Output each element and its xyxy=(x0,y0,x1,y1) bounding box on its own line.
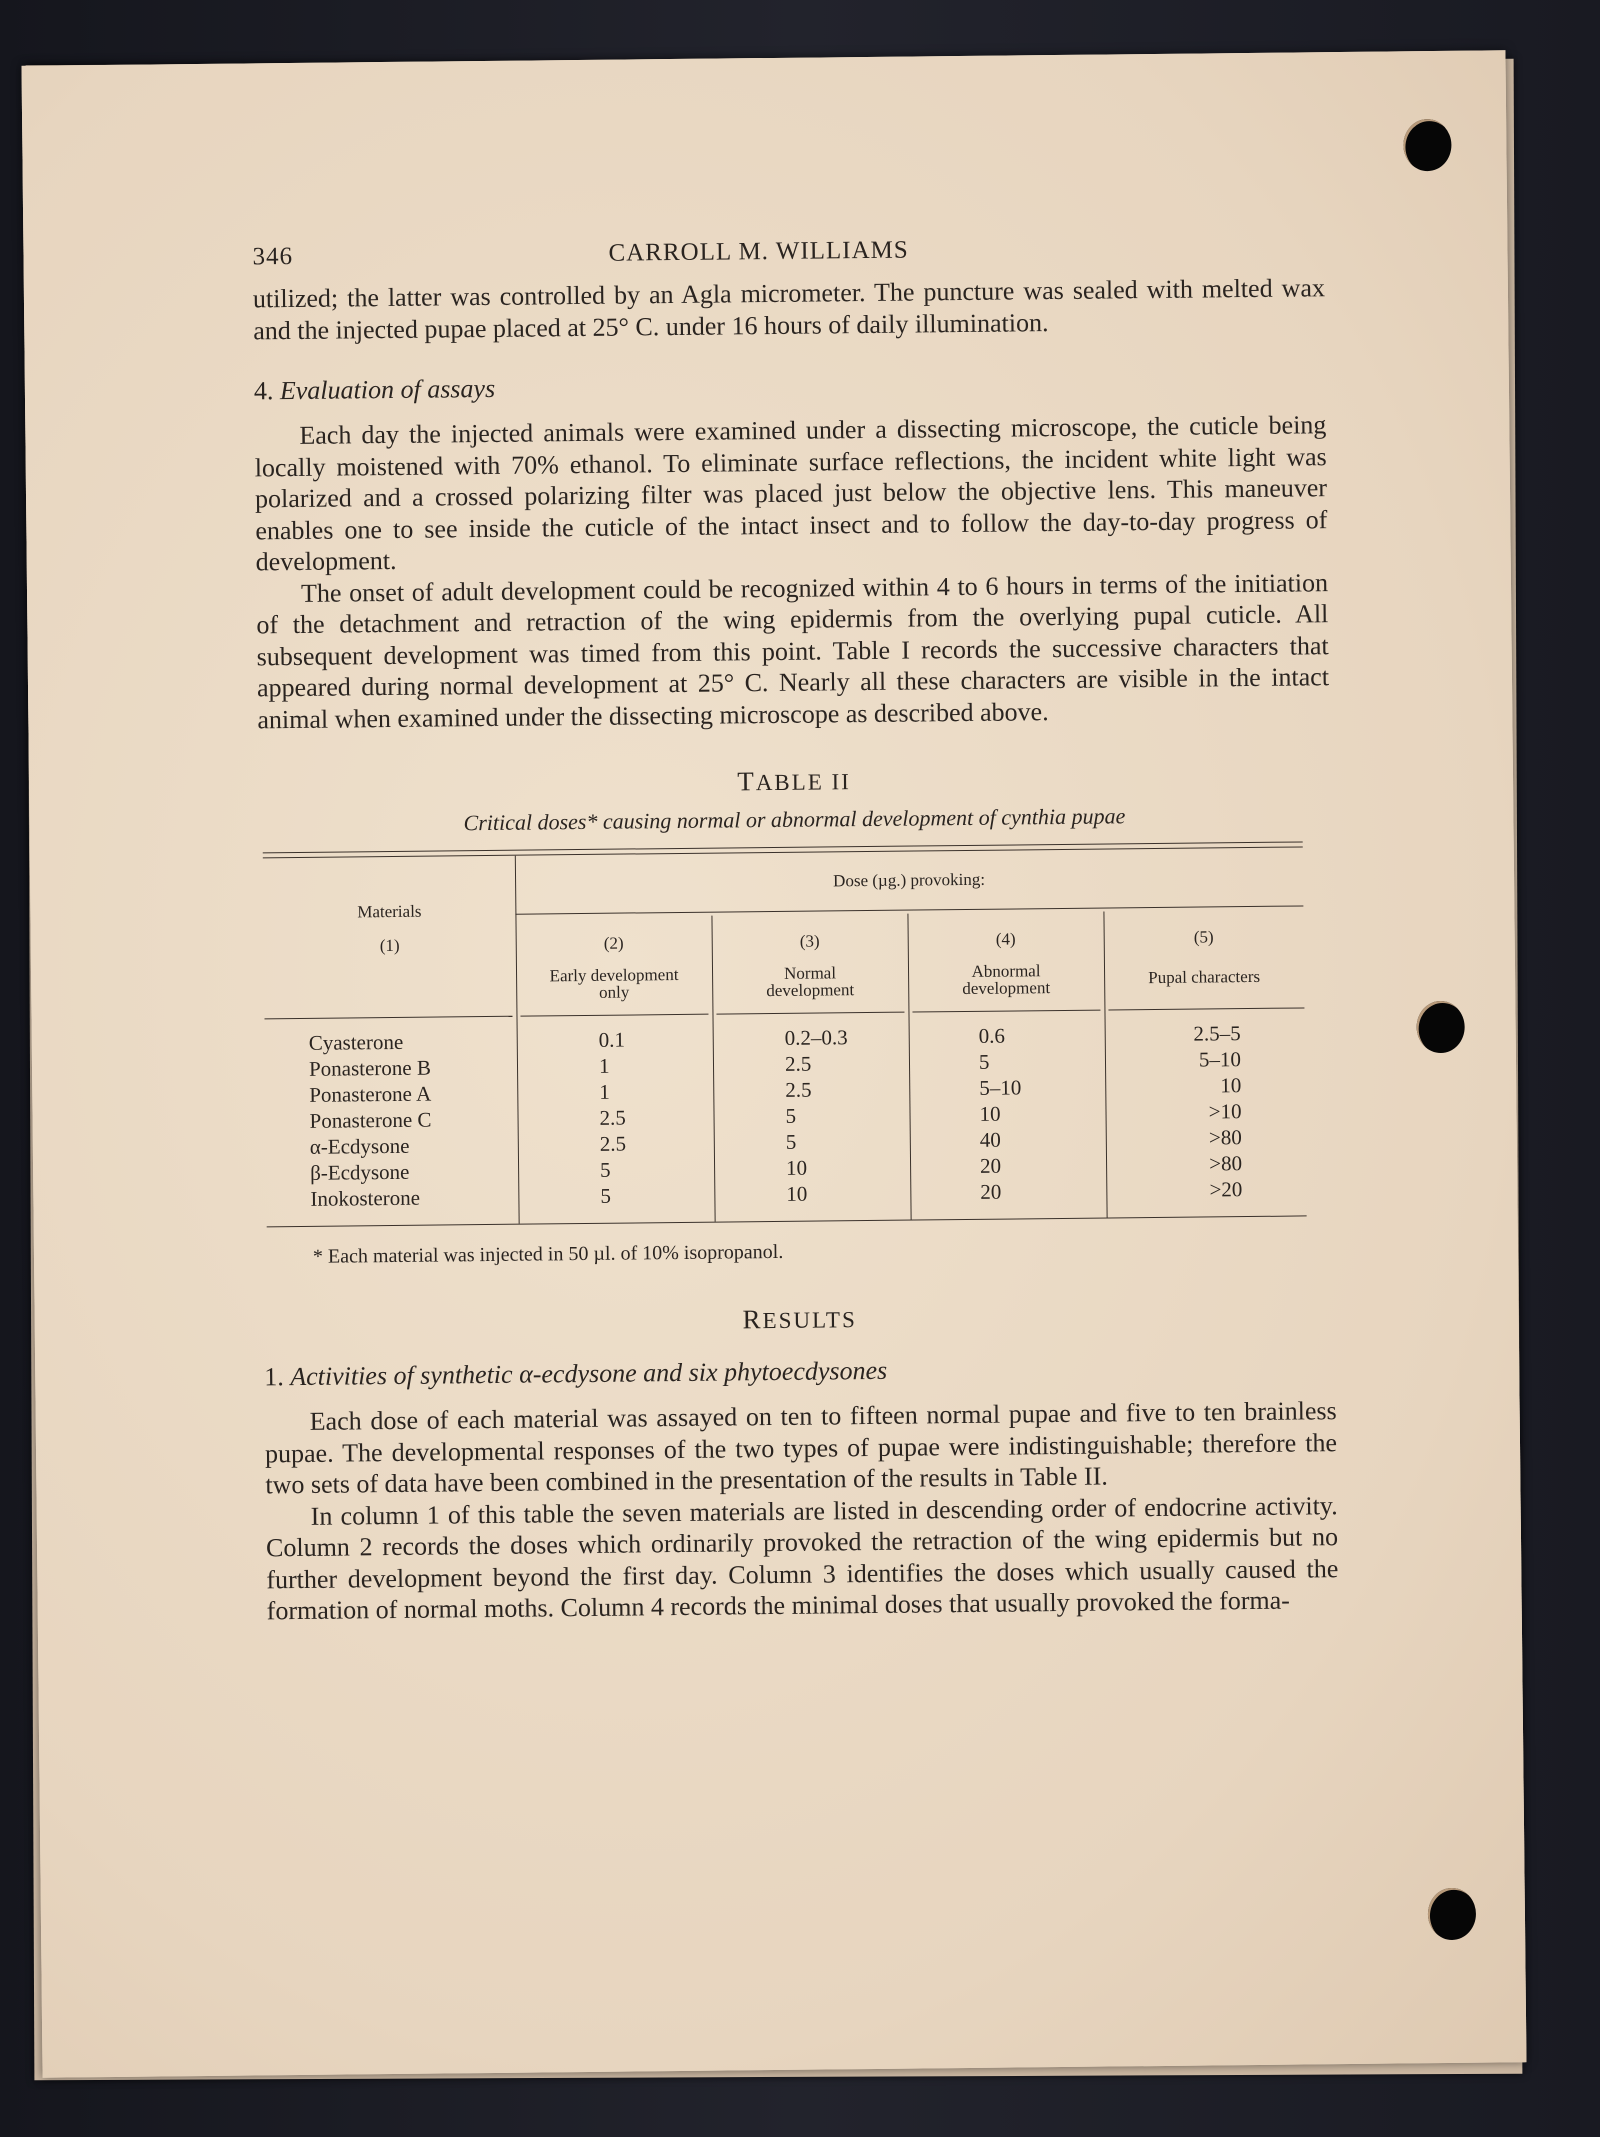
table-cell: >80 xyxy=(1209,1151,1243,1176)
col-header-early: Early development xyxy=(549,964,679,986)
header-bottom-rule xyxy=(912,1010,1100,1013)
table-cell: >20 xyxy=(1209,1177,1243,1202)
table-cell: 10 xyxy=(1220,1073,1242,1098)
results-paragraph-1: Each dose of each material was assayed on ten to fifteen normal pupae and five to ten brainless pupae. The developmental responses of the two types of pupae were indistinguishable; therefore the two sets of data have been combined in the presentation of the results in Table II. xyxy=(264,1396,1338,1500)
table-bottom-rule xyxy=(267,1215,1307,1227)
table-label-rest: ABLE II xyxy=(755,769,851,796)
table-cell: 2.5 xyxy=(599,1131,627,1156)
table-cell: 1 xyxy=(599,1079,610,1104)
col-divider xyxy=(515,856,520,1224)
table-cell: 40 xyxy=(979,1127,1001,1152)
page-number: 346 xyxy=(252,242,294,271)
col-header-abnormal: Abnormal xyxy=(971,961,1041,981)
table-cell: Ponasterone A xyxy=(309,1081,432,1107)
table-cell: 2.5 xyxy=(785,1077,812,1102)
header-bottom-rule xyxy=(520,1014,708,1017)
col-divider xyxy=(907,914,911,1220)
table-cell: 5 xyxy=(978,1049,990,1074)
data-table xyxy=(263,841,1307,1228)
intro-paragraph: utilized; the latter was controlled by an Agla micrometer. The puncture was sealed with melted wax and the injected pupae placed at 25° C. under 16 hours of daily illumination. xyxy=(252,273,1326,345)
page-content xyxy=(252,232,1338,1627)
results-heading-rest: ESULTS xyxy=(762,1307,857,1334)
results-heading xyxy=(264,1298,1336,1340)
table-cell: >80 xyxy=(1208,1125,1242,1150)
results-paragraph-2: In column 1 of this table the seven materials are listed in descending order of endocrine activity. Column 2 records the doses which ordinarily provoked the retraction of the wing epidermis but no further development beyond the first day. Column 3 identifies the doses which usually caused the formation of normal moths. Column 4 records the minimal doses that usually provoked the forma- xyxy=(265,1490,1339,1626)
group-header: Dose (µg.) provoking: xyxy=(833,869,986,891)
table-cell: Ponasterone C xyxy=(309,1107,432,1133)
col-header-normal-2: development xyxy=(766,980,855,1001)
table-cell: 2.5 xyxy=(784,1051,812,1076)
table-cell: 10 xyxy=(979,1101,1001,1126)
table-cell: 20 xyxy=(979,1153,1002,1178)
table-cell: 5 xyxy=(785,1129,797,1154)
section-title: Evaluation of assays xyxy=(279,373,496,406)
table-cell: α-Ecdysone xyxy=(309,1133,410,1159)
results-subheading xyxy=(264,1351,1336,1392)
table-cell: Inokosterone xyxy=(310,1185,421,1211)
table-label xyxy=(258,760,1330,802)
section-heading xyxy=(254,365,1326,406)
col-number: (3) xyxy=(799,931,820,951)
abnormal-column xyxy=(979,1022,1023,1204)
table-cell: 5 xyxy=(600,1183,611,1208)
table-cell: β-Ecdysone xyxy=(309,1159,410,1185)
table-cell: 0.2–0.3 xyxy=(784,1025,848,1050)
col-header-abnormal-2: development xyxy=(962,978,1051,999)
col-header-normal: Normal xyxy=(783,963,837,983)
table-top-rule-2 xyxy=(263,846,1303,858)
paper-page xyxy=(22,50,1527,2077)
table-cell: 0.1 xyxy=(598,1027,626,1052)
normal-column xyxy=(785,1024,850,1207)
col-divider xyxy=(711,916,715,1222)
col-number: (4) xyxy=(995,929,1016,949)
table-cell: 0.6 xyxy=(978,1023,1006,1048)
col-header-early-2: only xyxy=(599,982,630,1002)
col-header-materials: Materials xyxy=(357,901,422,922)
punch-hole-top-icon xyxy=(1403,119,1452,171)
running-author: CARROLL M. WILLIAMS xyxy=(608,236,909,267)
table-label-initial: T xyxy=(737,766,756,797)
table-cell: 5 xyxy=(785,1103,797,1128)
table-caption: Critical doses* causing normal or abnormal development of cynthia pupae xyxy=(463,803,1126,836)
table-cell: 5 xyxy=(599,1157,611,1182)
early-column xyxy=(599,1027,627,1209)
table-cell: 10 xyxy=(785,1155,808,1180)
col-number: (2) xyxy=(603,933,624,953)
table-cell: 5–10 xyxy=(979,1075,1022,1100)
group-header-rule xyxy=(515,905,1303,914)
pupal-column xyxy=(1171,1020,1243,1203)
table-cell: 2.5–5 xyxy=(1193,1021,1241,1046)
section-paragraph-2: The onset of adult development could be recognized within 4 to 6 hours in terms of the initiation of the detachment and retraction of the wing epidermis from the overlying pupal cuticle. All subsequent development was timed from this point. Table I records the successive characters that appeared during normal development at 25° C. Nearly all these characters are visible in the intact animal when examined under the dissecting microscope as described above. xyxy=(256,567,1330,734)
punch-hole-bottom-icon xyxy=(1428,1888,1477,1940)
header-bottom-rule xyxy=(1108,1007,1304,1010)
table-cell: >10 xyxy=(1208,1099,1242,1124)
section-number: 4. xyxy=(253,376,274,406)
materials-column xyxy=(309,1029,433,1212)
results-sub-number: 1. xyxy=(264,1362,284,1392)
results-sub-title: Activities of synthetic α-ecdysone and six phytoecdysones xyxy=(290,1355,888,1392)
header-bottom-rule xyxy=(264,1016,512,1020)
table-cell: Cyasterone xyxy=(308,1029,404,1055)
table-cell: 1 xyxy=(598,1053,610,1078)
table-cell: 5–10 xyxy=(1198,1047,1242,1072)
table-cell: 10 xyxy=(786,1181,808,1206)
table-cell: 20 xyxy=(980,1179,1002,1204)
section-paragraph-1: Each day the injected animals were examined under a dissecting microscope, the cuticle being locally moistened with 70% ethanol. To eliminate surface reflections, the incident white light was polarized and a crossed polarizing filter was placed just below the objective lens. This maneuver enables one to see inside the cuticle of the intact insect and to follow the day-to-day progress of development. xyxy=(254,410,1328,577)
results-heading-initial: R xyxy=(742,1304,763,1335)
col-number: (1) xyxy=(379,935,400,956)
col-header-pupal: Pupal characters xyxy=(1148,966,1261,988)
table-cell: Ponasterone B xyxy=(308,1055,432,1081)
col-divider xyxy=(1103,912,1107,1218)
header-bottom-rule xyxy=(716,1012,904,1015)
table-cell: 2.5 xyxy=(599,1105,626,1130)
punch-hole-middle-icon xyxy=(1416,1001,1465,1053)
col-number: (5) xyxy=(1193,927,1214,947)
table-footnote: * Each material was injected in 50 µl. of 10% isopropanol. xyxy=(312,1240,784,1268)
